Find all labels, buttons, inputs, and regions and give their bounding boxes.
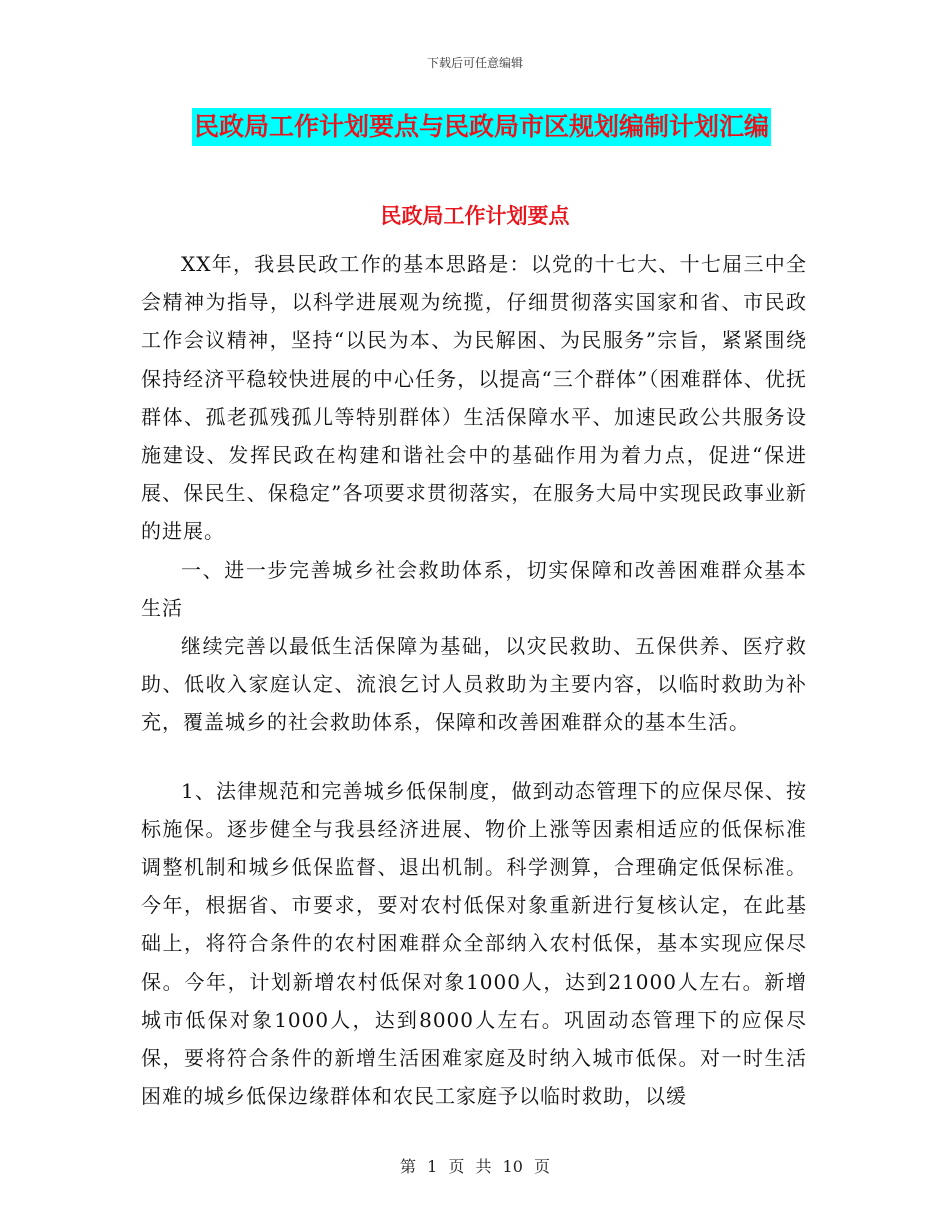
- document-title: 民政局工作计划要点与民政局市区规划编制计划汇编: [192, 108, 771, 146]
- section-title: 民政局工作计划要点: [380, 204, 570, 228]
- paragraph-intro: XX年，我县民政工作的基本思路是：以党的十七大、十七届三中全会精神为指导，以科学进展观为统揽，仔细贯彻落实国家和省、市民政工作会议精神，坚持“以民为本、为民解困、为民服务”宗旨，紧紧围绕保持经济平稳较快进展的中心任务，以提高“三个群体”（困难群体、优抚群体、孤老孤残孤儿等特别群体）生活保障水平、加速民政公共服务设施建设、发挥民政在构建和谐社会中的基础作用为着力点，促进“保进展、保民生、保稳定”各项要求贯彻落实，在服务大局中实现民政事业新的进展。: [141, 252, 807, 544]
- paragraph-heading-1: 一、进一步完善城乡社会救助体系，切实保障和改善困难群众基本生活: [141, 557, 807, 620]
- paragraph-social-assistance: 继续完善以最低生活保障为基础，以灾民救助、五保供养、医疗救助、低收入家庭认定、流浪乞讨人员救助为主要内容，以临时救助为补充，覆盖城乡的社会救助体系，保障和改善困难群众的基本生活。: [141, 634, 807, 735]
- document-body: [141, 245, 807, 1115]
- page-footer: 第 1 页 共 10 页: [400, 1157, 550, 1176]
- paragraph-item-1: 1、法律规范和完善城乡低保制度，做到动态管理下的应保尽保、按标施保。逐步健全与我县经济进展、物价上涨等因素相适应的低保标准调整机制和城乡低保监督、退出机制。科学测算，合理确定低保标准。今年，根据省、市要求，要对农村低保对象重新进行复核认定，在此基础上，将符合条件的农村困难群众全部纳入农村低保，基本实现应保尽保。今年，计划新增农村低保对象1000人，达到21000人左右。新增城市低保对象1000人，达到8000人左右。巩固动态管理下的应保尽保，要将符合条件的新增生活困难家庭及时纳入城市低保。对一时生活困难的城乡低保边缘群体和农民工家庭予以临时救助，以缓: [141, 778, 807, 1109]
- header-note: 下载后可任意编辑: [426, 56, 523, 70]
